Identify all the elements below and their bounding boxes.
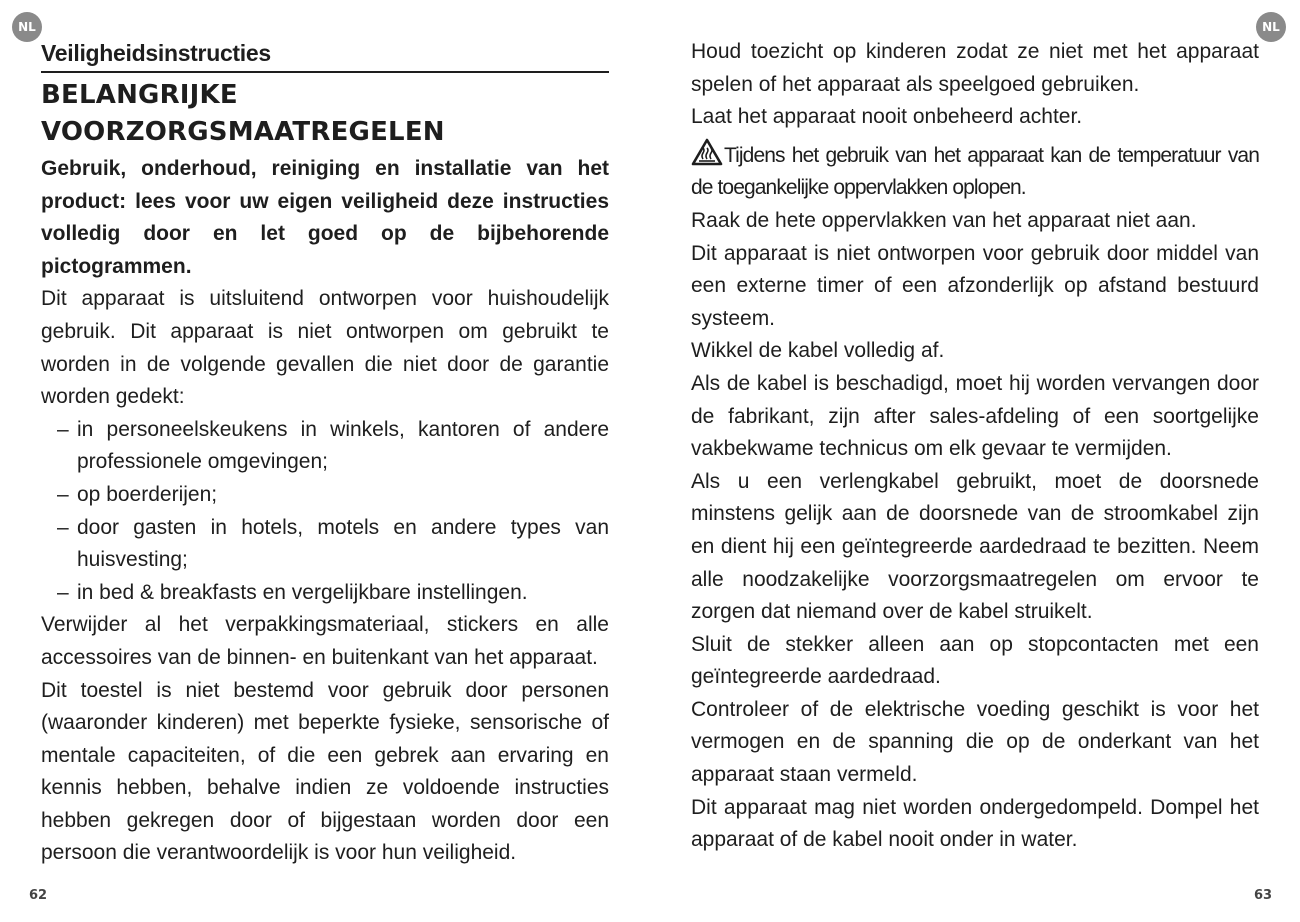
temperature-text: Tijdens het gebruik van het apparaat kan de temperatuur van de toegankelijke oppervlakken oplopen. — [691, 143, 1259, 200]
main-heading-line-2: VOORZORGSMAATREGELEN — [41, 117, 445, 147]
language-badge-left: NL — [12, 12, 42, 42]
list-item-text: door gasten in hotels, motels en andere types van huisvesting; — [77, 515, 609, 572]
exclusion-list — [41, 414, 609, 610]
damaged-cable-paragraph: Als de kabel is beschadigd, moet hij worden vervangen door de fabrikant, zijn after sales-afdeling of een soortgelijke vakbekwame technicus om elk gevaar te vermijden. — [691, 371, 1259, 461]
timer-paragraph: Dit apparaat is niet ontworpen voor gebruik door middel van een externe timer of een afzonderlijk op afstand bestuurd systeem. — [691, 241, 1259, 330]
section-title: Veiligheidsinstructies — [41, 36, 609, 73]
voltage-paragraph: Controleer of de elektrische voeding geschikt is voor het vermogen en de spanning die op de onderkant van het apparaat staan vermeld. — [691, 697, 1259, 787]
unwind-cable-paragraph: Wikkel de kabel volledig af. — [691, 339, 945, 363]
children-paragraph: Houd toezicht op kinderen zodat ze niet met het apparaat spelen of het apparaat als speelgoed gebruiken. — [691, 40, 1259, 96]
hot-surface-warning-icon — [691, 138, 723, 166]
main-heading — [41, 77, 609, 151]
unattended-paragraph: Laat het apparaat nooit onbeheerd achter. — [691, 105, 1083, 129]
packaging-paragraph: Verwijder al het verpakkingsmateriaal, stickers en alle accessoires van de binnen- en buitenkant van het apparaat. — [41, 613, 609, 669]
temperature-paragraph — [691, 138, 1259, 205]
hot-surfaces-paragraph: Raak de hete oppervlakken van het apparaat niet aan. — [691, 208, 1197, 232]
list-item: – in personeelskeukens in winkels, kantoren of andere professionele omgevingen; — [57, 417, 609, 474]
list-item: – in bed & breakfasts en vergelijkbare instellingen. — [57, 580, 528, 604]
left-page — [41, 36, 609, 870]
earthed-socket-paragraph: Sluit de stekker alleen aan op stopcontacten met een geïntegreerde aardedraad. — [691, 632, 1259, 689]
main-heading-line-1: BELANGRIJKE — [41, 80, 238, 110]
list-item: – door gasten in hotels, motels en andere types van huisvesting; — [57, 515, 609, 572]
water-paragraph: Dit apparaat mag niet worden ondergedompeld. Dompel het apparaat of de kabel nooit onder in water. — [691, 795, 1259, 852]
list-item-text: in personeelskeukens in winkels, kantoren of andere professionele omgevingen; — [77, 417, 609, 474]
language-badge-right: NL — [1256, 12, 1286, 42]
page-number-left: 62 — [29, 888, 48, 903]
intro-paragraph: Gebruik, onderhoud, reiniging en installatie van het product: lees voor uw eigen veiligheid deze instructies volledig door en let goed op de bijbehorende pictogrammen. — [41, 157, 609, 278]
list-item-text: op boerderijen; — [77, 482, 218, 506]
list-item-text: in bed & breakfasts en vergelijkbare instellingen. — [77, 580, 528, 604]
right-page — [691, 36, 1259, 857]
page-number-right: 63 — [1254, 888, 1273, 903]
household-use-paragraph: Dit apparaat is uitsluitend ontworpen voor huishoudelijk gebruik. Dit apparaat is niet ontworpen om gebruikt te worden in de volgende gevallen die niet door de garantie worden gedekt: — [41, 287, 609, 409]
extension-cable-paragraph: Als u een verlengkabel gebruikt, moet de doorsnede minstens gelijk aan de doorsnede van de stroomkabel zijn en dient hij een geïntegreerde aardedraad te bezitten. Neem alle noodzakelijke voorzorgsmaatregelen om ervoor te zorgen dat niemand over de kabel struikelt. — [691, 469, 1259, 624]
persons-paragraph: Dit toestel is niet bestemd voor gebruik door personen (waaronder kinderen) met beperkte fysieke, sensorische of mentale capaciteiten, of die een gebrek aan ervaring en kennis hebben, behalve indien ze voldoende instructies hebben gekregen door of bijgestaan worden door een persoon die verantwoordelijk is voor hun veiligheid. — [41, 678, 609, 865]
list-item: – op boerderijen; — [57, 482, 218, 506]
